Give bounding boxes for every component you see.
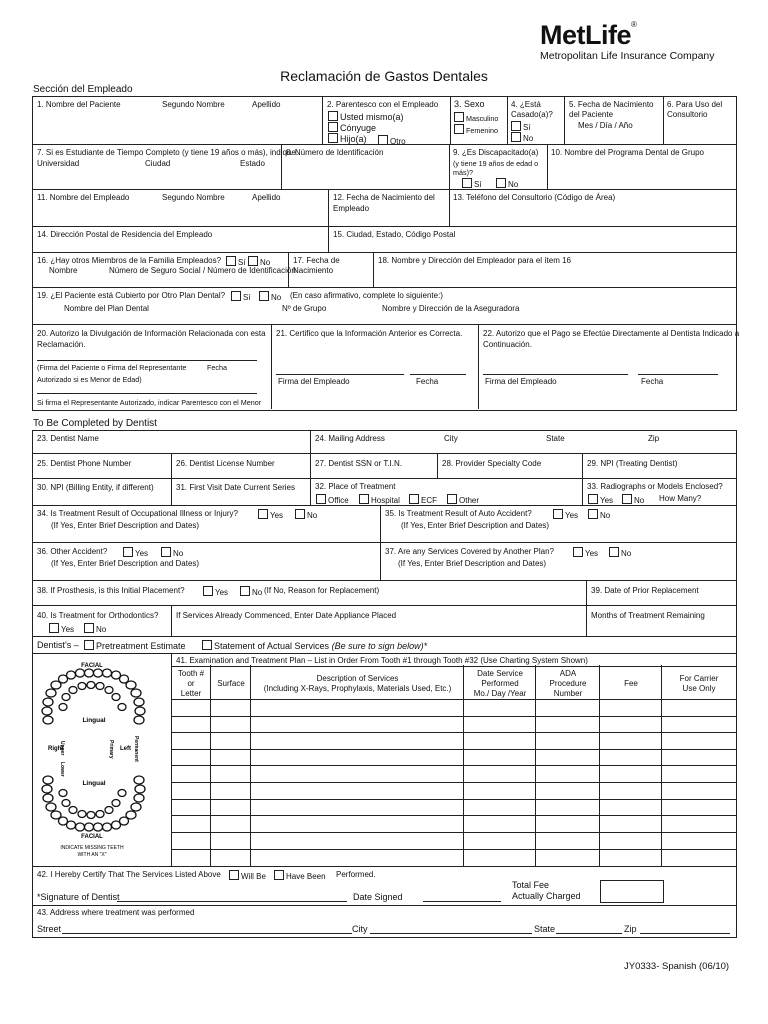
ssn-tin-label: 27. Dentist SSN or T.I.N. <box>315 459 402 468</box>
pretreatment-estimate[interactable]: Pretreatment Estimate <box>84 640 186 652</box>
patient-signature-note-2: Autorizado si es Menor de Edad) <box>37 375 142 384</box>
will-be[interactable]: Will Be <box>229 870 266 882</box>
zip-label-43: Zip <box>624 924 637 934</box>
company-name: Metropolitan Life Insurance Company <box>540 50 715 62</box>
auto-no[interactable]: No <box>588 509 610 521</box>
metlife-logo: MetLife® <box>540 20 637 50</box>
radiographs-label: 33. Radiographs or Models Enclosed? <box>587 482 723 491</box>
checkbox[interactable] <box>49 623 59 633</box>
prior-replacement-label: 39. Date of Prior Replacement <box>591 586 699 595</box>
checkbox[interactable] <box>248 256 258 266</box>
auto-accident-label: 35. Is Treatment Result of Auto Accident? <box>385 509 532 518</box>
office-phone-label: 13. Teléfono del Consultorio (Código de Área) <box>453 193 616 202</box>
chart-lower: Lower <box>59 762 65 777</box>
city-state-zip-label: 15. Ciudad, Estado, Código Postal <box>333 230 456 239</box>
rel-self[interactable]: Usted mismo(a) <box>328 111 404 123</box>
family-employed-label: 16. ¿Hay otros Miembros de la Familia Empleados? <box>37 256 222 265</box>
other-plan-label: 19. ¿El Paciente está Cubierto por Otro Plan Dental? <box>37 291 226 300</box>
employee-signature-label: Firma del Empleado <box>278 377 350 386</box>
ortho-yes[interactable]: Yes <box>49 623 74 635</box>
disabled-label: 9. ¿Es Discapacitado(a) <box>453 148 539 157</box>
checkbox[interactable] <box>316 494 326 504</box>
chart-primary: Primary <box>108 740 114 759</box>
checkbox[interactable] <box>454 112 464 122</box>
form-code: JY0333- Spanish (06/10) <box>624 961 730 972</box>
col-carrier: For Carrier Use Only <box>679 674 719 693</box>
specialty-code-label: 28. Provider Specialty Code <box>442 459 542 468</box>
checkbox[interactable] <box>553 509 563 519</box>
patient-signature-note: (Firma del Paciente o Firma del Representante <box>37 363 187 372</box>
mailing-state-label: State <box>546 434 565 443</box>
place-of-treatment-label: 32. Place of Treatment <box>315 482 396 491</box>
street-label: Street <box>37 924 62 934</box>
mailing-city-label: City <box>444 434 458 443</box>
street-line[interactable] <box>62 933 352 934</box>
treatment-address-label: 43. Address where treatment was performed <box>37 908 195 917</box>
covered-yes[interactable]: Yes <box>573 547 598 559</box>
checkbox[interactable] <box>84 623 94 633</box>
employee-dob-label: 12. Fecha de Nacimiento del <box>333 193 435 202</box>
married-no[interactable]: No <box>511 132 533 144</box>
checkbox[interactable] <box>378 135 388 145</box>
rel-child[interactable]: Hijo(a) <box>328 133 367 145</box>
insurer-label: Nombre y Dirección de la Aseguradora <box>382 304 520 313</box>
zip-line[interactable] <box>640 933 730 934</box>
checkbox[interactable] <box>123 547 133 557</box>
checkbox[interactable] <box>511 121 521 131</box>
family-yes[interactable]: Sí <box>226 256 246 268</box>
checkbox[interactable] <box>202 640 212 650</box>
family-name-label: Nombre <box>49 266 78 275</box>
dentist-phone-label: 25. Dentist Phone Number <box>37 459 132 468</box>
checkbox[interactable] <box>588 494 598 504</box>
appliance-date-label: If Services Already Commenced, Enter Date Appliance Placed <box>176 611 397 620</box>
family-no[interactable]: No <box>248 256 270 268</box>
employee-date-label: Fecha <box>416 377 439 386</box>
place-hospital[interactable]: Hospital <box>359 494 400 506</box>
prosthesis-yes[interactable]: Yes <box>203 586 228 598</box>
certify-label: 21. Certifico que la Información Anterior es Correcta. <box>276 329 463 338</box>
last-name-label: Apellido <box>252 100 281 109</box>
occupational-brief: (If Yes, Enter Brief Description and Dates) <box>51 521 200 530</box>
checkbox[interactable] <box>609 547 619 557</box>
performed-label: Performed. <box>336 870 376 879</box>
place-other[interactable]: Other <box>447 494 479 506</box>
ortho-no[interactable]: No <box>84 623 106 635</box>
col-date: Date Service Performed Mo./ Day /Year <box>473 669 527 698</box>
treatment-plan-label: 41. Examination and Treatment Plan – List in Order From Tooth #1 through Tooth #32 (Use Charting System Shown) <box>176 656 588 665</box>
sex-female[interactable]: Femenino <box>454 124 498 135</box>
checkbox[interactable] <box>359 494 369 504</box>
checkbox[interactable] <box>161 547 171 557</box>
checkbox[interactable] <box>328 133 338 143</box>
student-label: 7. Si es Estudiante de Tiempo Completo (y tiene 19 años o más), indique: <box>37 148 299 157</box>
family-dob-label: 17. Fecha de <box>293 256 340 265</box>
chart-upper: Upper <box>59 741 65 756</box>
checkbox[interactable] <box>226 256 236 266</box>
employee-name-label: 11. Nombre del Empleado <box>37 193 130 202</box>
assign-payment-label: 22. Autorizo que el Pago se Efectúe Directamente al Dentista Indicado a <box>483 329 740 338</box>
chart-left: Left <box>120 746 131 752</box>
chart-facial-top: FACIAL <box>81 663 103 669</box>
auto-brief: (If Yes, Enter Brief Description and Dates) <box>401 521 550 530</box>
state-label: Estado <box>240 159 265 168</box>
dentist-signature-line[interactable] <box>117 901 347 902</box>
other-accident-label: 36. Other Accident? <box>37 547 108 556</box>
checkbox[interactable] <box>240 586 250 596</box>
how-many-label: How Many? <box>659 494 702 503</box>
other-plan-note: (En caso afirmativo, complete lo siguiente:) <box>290 291 443 300</box>
dentist-name-label: 23. Dentist Name <box>37 434 99 443</box>
city-label-43: City <box>352 924 368 934</box>
date-signed-label: Date Signed <box>353 892 403 902</box>
dentists-label: Dentist's – <box>37 640 79 650</box>
guardian-note: Si firma el Representante Autorizado, indicar Parentesco con el Menor <box>37 398 262 407</box>
chart-permanent: Permanent <box>133 736 139 762</box>
checkbox[interactable] <box>511 132 521 142</box>
prosthesis-no[interactable]: No <box>240 586 262 598</box>
have-been[interactable]: Have Been <box>274 870 326 882</box>
guardian-line[interactable] <box>37 393 257 394</box>
occupational-label: 34. Is Treatment Result of Occupational Illness or Injury? <box>37 509 238 518</box>
first-visit-label: 31. First Visit Date Current Series <box>176 483 296 492</box>
col-description: Description of Services (Including X-Rays, Prophylaxis, Materials Used, Etc.) <box>263 674 452 693</box>
employee-section-title: Sección del Empleado <box>33 84 133 95</box>
chart-note-2: WITH AN "X" <box>77 852 107 858</box>
assign-signature-label: Firma del Empleado <box>485 377 557 386</box>
checkbox[interactable] <box>454 124 464 134</box>
assign-date-label: Fecha <box>641 377 664 386</box>
checkbox[interactable] <box>258 509 268 519</box>
dob-label-2: del Paciente <box>569 110 614 119</box>
col-surface: Surface <box>217 679 245 688</box>
orthodontics-label: 40. Is Treatment for Orthodontics? <box>37 611 159 620</box>
covered-another-plan-label: 37. Are any Services Covered by Another Plan? <box>385 547 554 556</box>
state-label-43: State <box>534 924 556 934</box>
signature-of-dentist-label: *Signature of Dentist <box>37 892 120 902</box>
family-ssn-label: Número de Seguro Social / Número de Identificación <box>109 266 296 275</box>
radiographs-no[interactable]: No <box>622 494 644 506</box>
married-label-2: Casado(a)? <box>511 110 553 119</box>
employee-signature-line[interactable] <box>276 374 404 375</box>
checkbox[interactable] <box>259 291 269 301</box>
rel-spouse[interactable]: Cónyuge <box>328 122 376 134</box>
patient-signature-date: Fecha <box>207 363 227 372</box>
office-use-label-2: Consultorio <box>667 110 708 119</box>
checkbox[interactable] <box>274 870 284 880</box>
disabled-label-3: más)? <box>453 168 473 177</box>
dob-label: 5. Fecha de Nacimiento <box>569 100 654 109</box>
rel-other[interactable]: Otro <box>378 135 406 147</box>
actually-charged-label: Actually Charged <box>512 891 581 901</box>
employee-middle-label: Segundo Nombre <box>162 193 225 202</box>
checkbox[interactable] <box>328 122 338 132</box>
chart-note: INDICATE MISSING TEETH <box>60 845 124 851</box>
address-label: 14. Dirección Postal de Residencia del Empleado <box>37 230 213 239</box>
dental-chart[interactable] <box>34 662 164 862</box>
other-accident-no[interactable]: No <box>161 547 183 559</box>
dentist-section-title: To Be Completed by Dentist <box>33 418 157 429</box>
checkbox[interactable] <box>588 509 598 519</box>
occupational-yes[interactable]: Yes <box>258 509 283 521</box>
place-ecf[interactable]: ECF <box>409 494 437 506</box>
mailing-address-label: 24. Mailing Address <box>315 434 385 443</box>
id-number-label: 8. Número de Identificación <box>286 148 384 157</box>
state-line[interactable] <box>556 933 622 934</box>
checkbox[interactable] <box>462 178 472 188</box>
assign-signature-line[interactable] <box>483 374 628 375</box>
col-tooth: Tooth # or Letter <box>177 669 205 698</box>
months-remaining-label: Months of Treatment Remaining <box>591 611 705 620</box>
plan-name-label: Nombre del Plan Dental <box>64 304 149 313</box>
city-line[interactable] <box>370 933 532 934</box>
date-signed-line[interactable] <box>423 901 501 902</box>
family-dob-label-2: Nacimiento <box>293 266 334 275</box>
checkbox[interactable] <box>328 111 338 121</box>
disabled-yes[interactable]: Sí <box>462 178 482 190</box>
checkbox[interactable] <box>231 291 241 301</box>
checkbox[interactable] <box>229 870 239 880</box>
replacement-reason: (If No, Reason for Replacement) <box>264 586 380 595</box>
employee-date-line[interactable] <box>410 374 466 375</box>
other-plan-no[interactable]: No <box>259 291 281 303</box>
patient-signature-line[interactable] <box>37 360 257 361</box>
total-fee-label: Total Fee <box>512 880 550 890</box>
form-title: Reclamación de Gastos Dentales <box>280 68 488 84</box>
statement-actual-services[interactable]: Statement of Actual Services (Be sure to sign below)* <box>202 640 427 652</box>
office-use-label: 6. Para Uso del <box>667 100 723 109</box>
chart-lingual-top: Lingual <box>82 717 106 724</box>
patient-name-label: 1. Nombre del Paciente <box>37 100 121 109</box>
assign-date-line[interactable] <box>638 374 718 375</box>
employee-dob-label-2: Empleado <box>333 204 370 213</box>
npi-billing-label: 30. NPI (Billing Entity, if different) <box>37 483 154 492</box>
authorize-release-label: 20. Autorizo la Divulgación de Información Relacionada con esta <box>37 329 266 338</box>
auto-yes[interactable]: Yes <box>553 509 578 521</box>
occupational-no[interactable]: No <box>295 509 317 521</box>
city-label: Ciudad <box>145 159 171 168</box>
checkbox[interactable] <box>409 494 419 504</box>
university-label: Universidad <box>37 159 80 168</box>
relationship-label: 2. Parentesco con el Empleado <box>327 100 439 109</box>
npi-treating-label: 29. NPI (Treating Dentist) <box>587 459 678 468</box>
employer-label: 18. Nombre y Dirección del Empleador para el ítem 16 <box>378 256 571 265</box>
covered-brief: (If Yes, Enter Brief Description and Dates) <box>398 559 547 568</box>
employee-last-label: Apellido <box>252 193 281 202</box>
checkbox[interactable] <box>447 494 457 504</box>
chart-right: Right <box>48 746 64 752</box>
group-number-label: Nº de Grupo <box>282 304 327 313</box>
disabled-no[interactable]: No <box>496 178 518 190</box>
assign-payment-label-2: Continuación. <box>483 340 532 349</box>
dob-format: Mes / Día / Año <box>578 121 633 130</box>
chart-lingual-bottom: Lingual <box>82 780 106 787</box>
radiographs-yes[interactable]: Yes <box>588 494 613 506</box>
prosthesis-label: 38. If Prosthesis, is this Initial Placement? <box>37 586 185 595</box>
sex-male[interactable]: Masculino <box>454 112 498 123</box>
mailing-zip-label: Zip <box>648 434 660 443</box>
other-plan-yes[interactable]: Sí <box>231 291 251 303</box>
group-program-label: 10. Nombre del Programa Dental de Grupo <box>551 148 704 157</box>
sex-label: 3. Sexo <box>454 99 485 109</box>
checkbox[interactable] <box>573 547 583 557</box>
chart-facial-bottom: FACIAL <box>81 834 103 840</box>
total-fee-box[interactable] <box>600 880 664 903</box>
authorize-release-label-2: Reclamación. <box>37 340 86 349</box>
checkbox[interactable] <box>496 178 506 188</box>
col-fee: Fee <box>624 679 638 688</box>
place-office[interactable]: Office <box>316 494 349 506</box>
treatment-table <box>171 665 736 866</box>
other-accident-yes[interactable]: Yes <box>123 547 148 559</box>
middle-name-label: Segundo Nombre <box>162 100 225 109</box>
checkbox[interactable] <box>622 494 632 504</box>
checkbox[interactable] <box>203 586 213 596</box>
disabled-label-2: (y tiene 19 años de edad o <box>453 159 539 168</box>
checkbox[interactable] <box>295 509 305 519</box>
married-yes[interactable]: Sí <box>511 121 531 133</box>
married-label: 4. ¿Está <box>511 100 541 109</box>
checkbox[interactable] <box>84 640 94 650</box>
covered-no[interactable]: No <box>609 547 631 559</box>
license-label: 26. Dentist License Number <box>176 459 275 468</box>
col-ada: ADA Procedure Number <box>549 669 587 698</box>
certify-services-label: 42. I Hereby Certify That The Services Listed Above <box>37 870 221 879</box>
other-accident-brief: (If Yes, Enter Brief Description and Dates) <box>51 559 200 568</box>
